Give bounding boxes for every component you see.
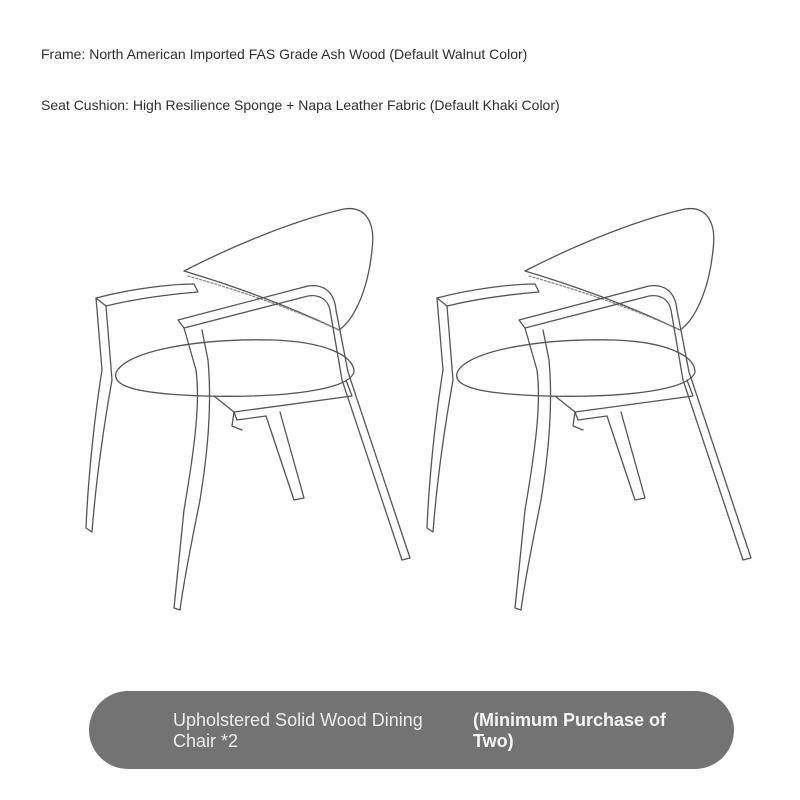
product-banner [89,691,734,769]
banner-product-name: Upholstered Solid Wood Dining Chair *2 [173,710,423,751]
spec-cushion-text: Seat Cushion: High Resilience Sponge + Napa Leather Fabric (Default Khaki Color) [41,97,560,113]
banner-minimum-purchase-note: (Minimum Purchase of Two) [473,710,667,751]
spec-frame-text: Frame: North American Imported FAS Grade Ash Wood (Default Walnut Color) [41,46,528,62]
chairs-line-illustration [0,180,800,640]
chair-left-illustration [86,209,410,610]
chair-right-illustration [427,209,751,610]
